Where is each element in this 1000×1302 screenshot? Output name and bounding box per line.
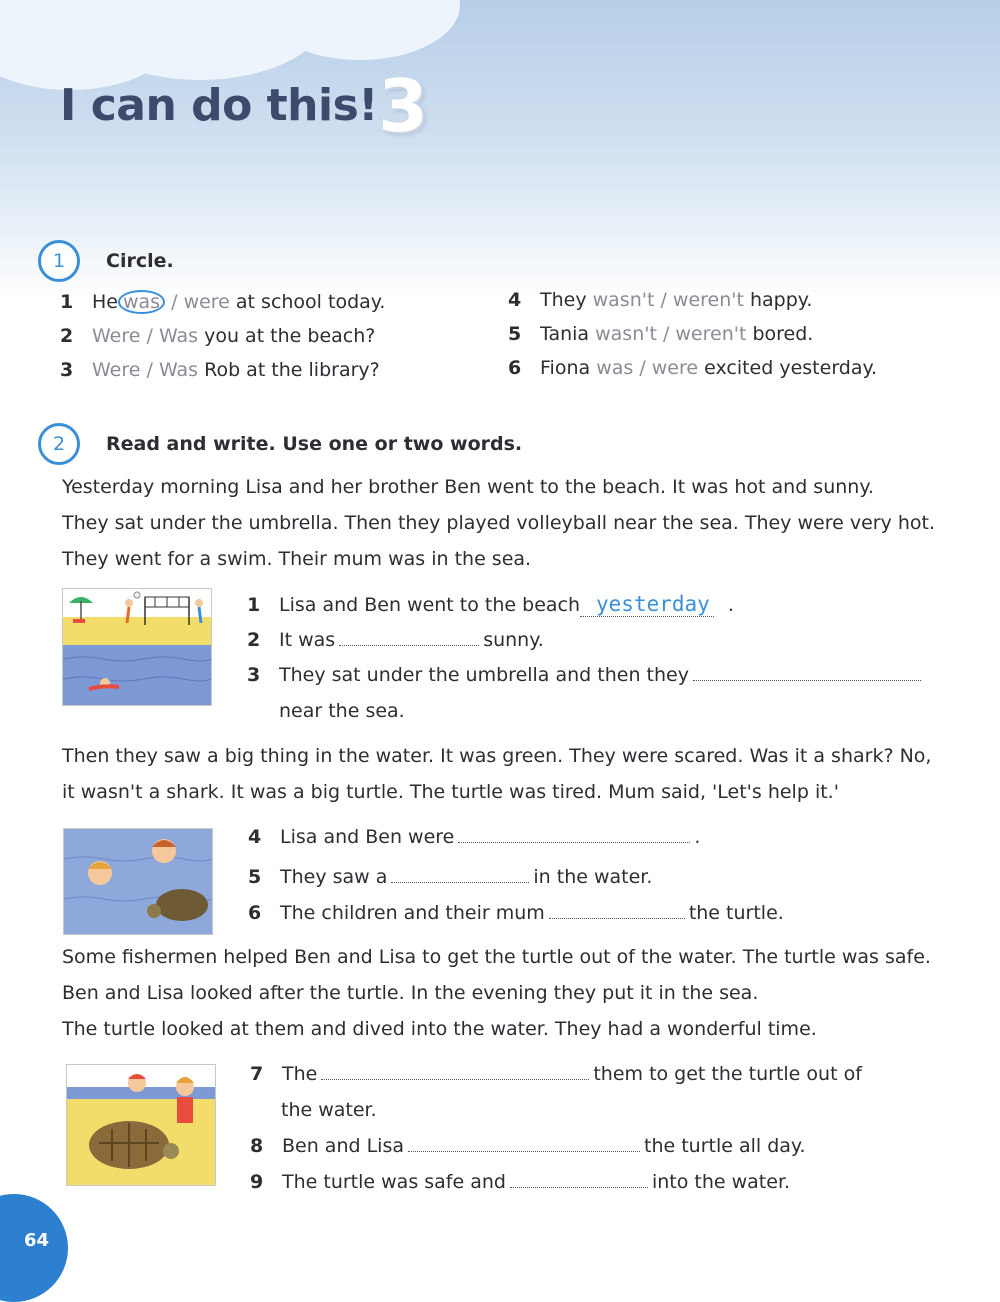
- page-title: I can do this!: [60, 80, 378, 131]
- answer-blank[interactable]: [321, 1078, 589, 1080]
- circle-item: [508, 323, 813, 345]
- turtle-beach-illustration: [66, 1064, 216, 1186]
- paragraph-line: Yesterday morning Lisa and her brother Ben went to the beach. It was hot and sunny.: [62, 476, 874, 498]
- question-text: .: [694, 826, 701, 848]
- reading-paragraph: [62, 939, 931, 1047]
- item-number: 9: [250, 1171, 264, 1193]
- answer-blank[interactable]: [391, 881, 529, 883]
- reading-paragraph: [62, 469, 935, 577]
- exercise-number-badge: 2: [38, 423, 80, 465]
- circle-item: [60, 359, 380, 381]
- question-text: into the water.: [651, 1171, 791, 1193]
- item-number: 6: [248, 902, 262, 924]
- question-text: The children and their mum: [280, 902, 545, 924]
- question-text: sunny.: [483, 629, 544, 651]
- item-text: excited yesterday.: [698, 357, 878, 379]
- answer-blank[interactable]: [549, 917, 685, 919]
- option-separator: /: [656, 323, 676, 345]
- item-text: Fiona: [540, 357, 597, 379]
- answer-blank[interactable]: [510, 1186, 648, 1188]
- question-item-continued: [281, 1099, 377, 1121]
- option-choice[interactable]: were: [651, 357, 699, 379]
- option-separator: /: [140, 325, 159, 347]
- question-text: .: [727, 594, 734, 616]
- item-text: happy.: [743, 289, 813, 311]
- question-item: [250, 1063, 862, 1085]
- paragraph-line: Then they saw a big thing in the water. It was green. They were scared. Was it a shark? No,: [62, 745, 932, 767]
- question-text: them to get the turtle out of: [593, 1063, 862, 1085]
- item-number: 5: [508, 323, 522, 345]
- item-number: 4: [248, 826, 262, 848]
- item-number: 5: [248, 866, 262, 888]
- answer-blank[interactable]: [339, 644, 479, 646]
- question-text: It was: [279, 629, 336, 651]
- option-separator: /: [654, 289, 673, 311]
- answer-blank[interactable]: [408, 1150, 640, 1152]
- question-item: [248, 866, 652, 888]
- item-text: Rob at the library?: [198, 359, 380, 381]
- item-number: 7: [250, 1063, 264, 1085]
- unit-number: 3: [378, 64, 429, 148]
- question-text: Ben and Lisa: [282, 1135, 404, 1157]
- paragraph-line: They went for a swim. Their mum was in the sea.: [62, 548, 532, 570]
- circle-item: [60, 290, 385, 314]
- turtle-beach-svg: [67, 1065, 215, 1185]
- option-choice[interactable]: was: [596, 357, 634, 379]
- exercise-title: Read and write. Use one or two words.: [106, 433, 523, 455]
- option-choice[interactable]: weren't: [675, 323, 747, 345]
- item-number: 8: [250, 1135, 264, 1157]
- item-text: They: [540, 289, 593, 311]
- item-text: you at the beach?: [198, 325, 376, 347]
- question-text: the turtle.: [688, 902, 784, 924]
- item-text: Tania: [540, 323, 596, 345]
- answer-blank[interactable]: [693, 679, 921, 681]
- paragraph-line: it wasn't a shark. It was a big turtle. The turtle was tired. Mum said, 'Let's help it.': [62, 781, 839, 803]
- question-text: They saw a: [280, 866, 388, 888]
- option-separator: /: [165, 291, 184, 313]
- question-text: Lisa and Ben were: [280, 826, 455, 848]
- question-item: [250, 1135, 806, 1157]
- answer-blank-filled[interactable]: yesterday: [580, 592, 714, 617]
- exercise-title: Circle.: [106, 250, 174, 272]
- paragraph-line: Some fishermen helped Ben and Lisa to get the turtle out of the water. The turtle was safe.: [62, 946, 931, 968]
- item-number: 2: [60, 325, 74, 347]
- question-text: The: [282, 1063, 318, 1085]
- paragraph-line: Ben and Lisa looked after the turtle. In the evening they put it in the sea.: [62, 982, 759, 1004]
- item-number: 2: [247, 629, 261, 651]
- question-item: [247, 629, 544, 651]
- page-number: 64: [24, 1230, 50, 1251]
- question-item: [247, 592, 734, 617]
- option-choice[interactable]: Were: [92, 325, 141, 347]
- option-separator: /: [140, 359, 159, 381]
- option-separator: /: [633, 357, 652, 379]
- question-item: [248, 902, 784, 924]
- question-item: [247, 664, 925, 686]
- option-choice[interactable]: were: [183, 291, 230, 313]
- item-number: 4: [508, 289, 522, 311]
- turtle-sea-svg: [64, 829, 212, 934]
- question-item: [250, 1171, 790, 1193]
- item-text: He: [92, 291, 118, 313]
- question-text: They sat under the umbrella and then they: [279, 664, 689, 686]
- option-choice[interactable]: Was: [158, 359, 199, 381]
- item-number: 1: [60, 291, 74, 313]
- option-choice[interactable]: weren't: [672, 289, 744, 311]
- question-text: the water.: [281, 1099, 377, 1121]
- question-text: in the water.: [533, 866, 653, 888]
- paragraph-line: They sat under the umbrella. Then they played volleyball near the sea. They were very hot.: [62, 512, 936, 534]
- item-number: 6: [508, 357, 522, 379]
- option-choice[interactable]: wasn't: [592, 289, 655, 311]
- item-number: 3: [60, 359, 74, 381]
- circle-item: [508, 357, 877, 379]
- question-text: near the sea.: [279, 700, 405, 722]
- option-choice[interactable]: Was: [158, 325, 199, 347]
- item-number: 3: [247, 664, 261, 686]
- exercise-number-badge: 1: [38, 240, 80, 282]
- turtle-swimming-illustration: [63, 828, 213, 935]
- option-choice[interactable]: wasn't: [595, 323, 657, 345]
- circled-option[interactable]: was: [118, 290, 165, 314]
- question-text: the turtle all day.: [644, 1135, 806, 1157]
- question-item: [248, 826, 700, 848]
- question-text: Lisa and Ben went to the beach: [279, 594, 581, 616]
- circle-item: [508, 289, 812, 311]
- item-number: 1: [247, 594, 261, 616]
- reading-paragraph: [62, 738, 931, 810]
- question-item-continued: [279, 700, 405, 722]
- beach-volleyball-illustration: [62, 588, 212, 706]
- option-choice[interactable]: Were: [92, 359, 141, 381]
- question-text: The turtle was safe and: [282, 1171, 506, 1193]
- circle-item: [60, 325, 375, 347]
- paragraph-line: The turtle looked at them and dived into the water. They had a wonderful time.: [62, 1018, 817, 1040]
- item-text: bored.: [746, 323, 814, 345]
- answer-blank[interactable]: [458, 841, 690, 843]
- beach-scene-svg: [63, 589, 211, 705]
- item-text: at school today.: [229, 291, 386, 313]
